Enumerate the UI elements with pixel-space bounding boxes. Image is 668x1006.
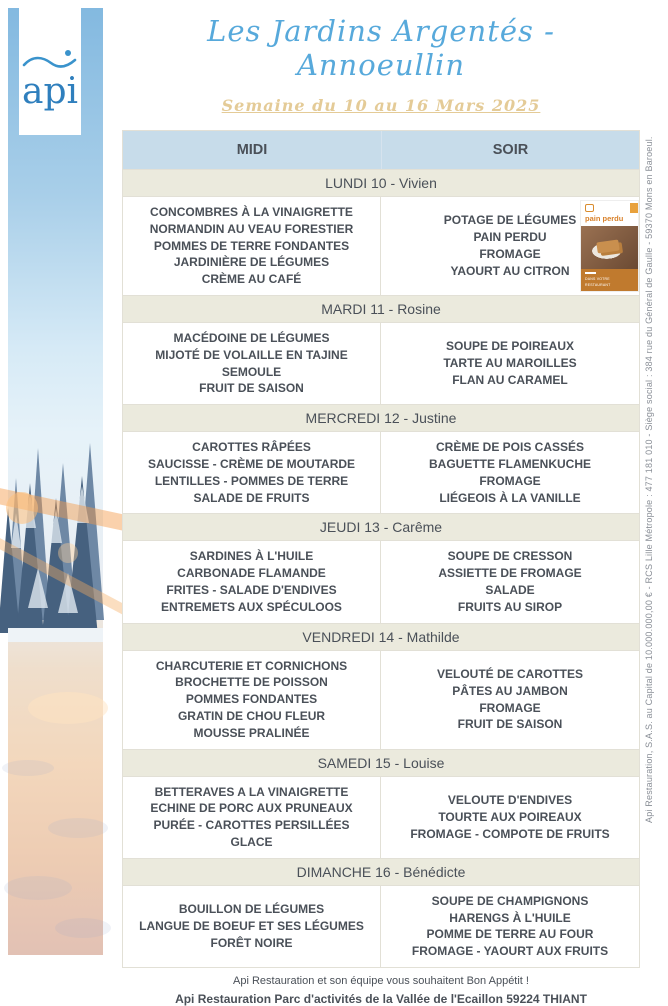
day-row: [123, 651, 639, 749]
menu-item: CRÈME DE POIS CASSÉS: [435, 440, 585, 455]
menu-item: POMMES DE TERRE FONDANTES: [153, 238, 350, 253]
menu-item: POTAGE DE LÉGUMES: [443, 213, 577, 228]
menu-cell-soir: [381, 432, 639, 513]
menu-cell-midi: [123, 886, 381, 967]
menu-item: MACÉDOINE DE LÉGUMES: [173, 330, 330, 345]
menu-item: SOUPE DE POIREAUX: [445, 339, 575, 354]
day-band: [123, 404, 639, 432]
sidebar-winter-photo: [8, 8, 103, 955]
menu-item: JARDINIÈRE DE LÉGUMES: [173, 255, 330, 270]
menu-cell-midi: [123, 432, 381, 513]
promo-card-bottom: [581, 269, 638, 291]
menu-item: LANGUE DE BOEUF ET SES LÉGUMES: [139, 918, 364, 933]
menu-item: SALADE: [485, 582, 535, 597]
menu-item: LIÉGEOIS À LA VANILLE: [439, 490, 581, 505]
menu-item: FLAN AU CARAMEL: [452, 372, 568, 387]
day-band: [123, 623, 639, 651]
day-band: [123, 749, 639, 777]
menu-item: LENTILLES - POMMES DE TERRE: [154, 473, 349, 488]
menu-item: PÂTES AU JAMBON: [452, 683, 568, 698]
menu-item: NORMANDIN AU VEAU FORESTIER: [149, 221, 354, 236]
menu-item: FROMAGE: [479, 700, 541, 715]
menu-cell-soir: [381, 651, 639, 749]
day-band-label: MARDI 11 - Rosine: [321, 300, 441, 317]
menu-item: CHARCUTERIE ET CORNICHONS: [155, 658, 348, 673]
day-row: [123, 323, 639, 404]
day-section: [123, 858, 639, 967]
day-section: [123, 169, 639, 295]
menu-cell-soir: [381, 777, 639, 858]
menu-item: HARENGS À L'HUILE: [449, 910, 571, 925]
menu-table-body: [123, 169, 639, 967]
table-header-row: [123, 131, 639, 169]
menu-item: ECHINE DE PORC AUX PRUNEAUX: [150, 801, 353, 816]
day-band: [123, 169, 639, 197]
menu-cell-soir: [381, 197, 639, 295]
menu-item: CRÈME AU CAFÉ: [201, 272, 302, 287]
menu-item: SALADE DE FRUITS: [193, 490, 310, 505]
menu-item: SAUCISSE - CRÈME DE MOUTARDE: [147, 456, 356, 471]
menu-item: YAOURT AU CITRON: [450, 263, 570, 278]
day-section: [123, 623, 639, 749]
menu-item: FROMAGE: [479, 246, 541, 261]
week-subtitle: Semaine du 10 au 16 Mars 2025: [221, 96, 541, 115]
menu-item: PURÉE - CAROTTES PERSILLÉES: [153, 818, 350, 833]
api-logo-icon: [23, 49, 77, 113]
promo-card-top: [581, 201, 638, 226]
day-band-label: MERCREDI 12 - Justine: [305, 410, 457, 427]
menu-item: FRUIT DE SAISON: [199, 381, 304, 396]
menu-item: FRITES - SALADE D'ENDIVES: [166, 582, 337, 597]
menu-item: CAROTTES RÂPÉES: [192, 440, 311, 455]
menu-item: POMMES FONDANTES: [185, 692, 318, 707]
day-row: [123, 886, 639, 967]
day-band-label: VENDREDI 14 - Mathilde: [302, 628, 460, 645]
menu-item: FRUITS AU SIROP: [457, 599, 563, 614]
day-row: [123, 432, 639, 513]
day-section: [123, 749, 639, 858]
menu-table: [122, 130, 640, 968]
day-band: [123, 513, 639, 541]
day-section: [123, 404, 639, 513]
promo-card: [581, 201, 638, 291]
menu-item: BOUILLON DE LÉGUMES: [178, 902, 325, 917]
day-band: [123, 295, 639, 323]
day-section: [123, 295, 639, 404]
menu-cell-midi: [123, 651, 381, 749]
menu-item: FROMAGE - YAOURT AUX FRUITS: [411, 944, 609, 959]
menu-cell-soir: [381, 886, 639, 967]
winter-scene-image: [8, 8, 103, 955]
menu-cell-midi: [123, 777, 381, 858]
api-logo-text: api: [21, 71, 79, 112]
promo-footer-line: DANS VOTRE: [585, 276, 610, 281]
menu-item: POMME DE TERRE AU FOUR: [426, 927, 594, 942]
promo-footer-line: RESTAURANT: [585, 282, 611, 287]
day-row: [123, 197, 639, 295]
menu-item: GLACE: [230, 834, 273, 849]
day-section: [123, 513, 639, 622]
menu-item: BETTERAVES A LA VINAIGRETTE: [154, 784, 349, 799]
menu-item: FORÊT NOIRE: [210, 935, 293, 950]
menu-item: FROMAGE: [479, 473, 541, 488]
promo-corner-decoration: [630, 203, 638, 213]
day-row: [123, 541, 639, 622]
menu-cell-midi: [123, 541, 381, 622]
menu-item: MOUSSE PRALINÉE: [193, 725, 310, 740]
api-logo: [19, 0, 81, 135]
menu-cell-soir: [381, 323, 639, 404]
day-band-label: JEUDI 13 - Carême: [319, 519, 443, 536]
speech-bubble-icon: [585, 204, 594, 212]
day-row: [123, 777, 639, 858]
menu-item: BAGUETTE FLAMENKUCHE: [429, 456, 591, 471]
menu-cell-soir: [381, 541, 639, 622]
day-band-label: LUNDI 10 - Vivien: [325, 175, 437, 191]
page-title: Les Jardins Argentés - Annoeullin: [207, 14, 555, 82]
menu-item: FROMAGE - COMPOTE DE FRUITS: [410, 826, 610, 841]
menu-item: VELOUTE D'ENDIVES: [447, 792, 573, 807]
content-column: [122, 0, 640, 1006]
day-band: [123, 858, 639, 886]
menu-item: FRUIT DE SAISON: [457, 717, 563, 732]
menu-item: BROCHETTE DE POISSON: [175, 675, 328, 690]
footer: [122, 975, 640, 1006]
menu-item: CONCOMBRES À LA VINAIGRETTE: [150, 205, 353, 219]
day-band-label: SAMEDI 15 - Louise: [317, 754, 445, 771]
menu-item: ENTREMETS AUX SPÉCULOOS: [161, 599, 342, 614]
menu-item: TOURTE AUX POIREAUX: [438, 809, 582, 824]
promo-title: pain perdu: [585, 213, 624, 223]
menu-item: SOUPE DE CRESSON: [447, 549, 573, 564]
column-header-soir: SOIR: [381, 131, 639, 169]
column-header-midi: MIDI: [236, 142, 268, 158]
legal-vertical-text: Api Restauration, S.A.S. au Capital de 10.000.000,00 € - RCS Lille Métropole : 477 181 010 - Siège social : 384 rue du Général de Gaulle - 59370 Mons en Baroeul.: [644, 136, 654, 824]
menu-item: VELOUTÉ DE CAROTTES: [436, 666, 583, 681]
menu-item: CARBONADE FLAMANDE: [177, 566, 326, 581]
menu-item: MIJOTÉ DE VOLAILLE EN TAJINE: [155, 347, 348, 362]
menu-item: ASSIETTE DE FROMAGE: [438, 566, 582, 581]
promo-brand-mark: [585, 272, 596, 274]
menu-item: SEMOULE: [221, 364, 282, 379]
menu-item: PAIN PERDU: [473, 230, 547, 245]
footer-greeting: Api Restauration et son équipe vous souhaitent Bon Appétit !: [233, 974, 529, 987]
menu-cell-midi: [123, 323, 381, 404]
menu-item: TARTE AU MAROILLES: [443, 356, 577, 371]
menu-cell-midi: [123, 197, 381, 295]
menu-item: SOUPE DE CHAMPIGNONS: [431, 893, 589, 908]
footer-address: Api Restauration Parc d'activités de la Vallée de l'Ecaillon 59224 THIANT: [175, 991, 587, 1006]
menu-item: GRATIN DE CHOU FLEUR: [177, 708, 326, 723]
day-band-label: DIMANCHE 16 - Bénédicte: [296, 863, 466, 880]
menu-item: SARDINES À L'HUILE: [189, 549, 314, 564]
